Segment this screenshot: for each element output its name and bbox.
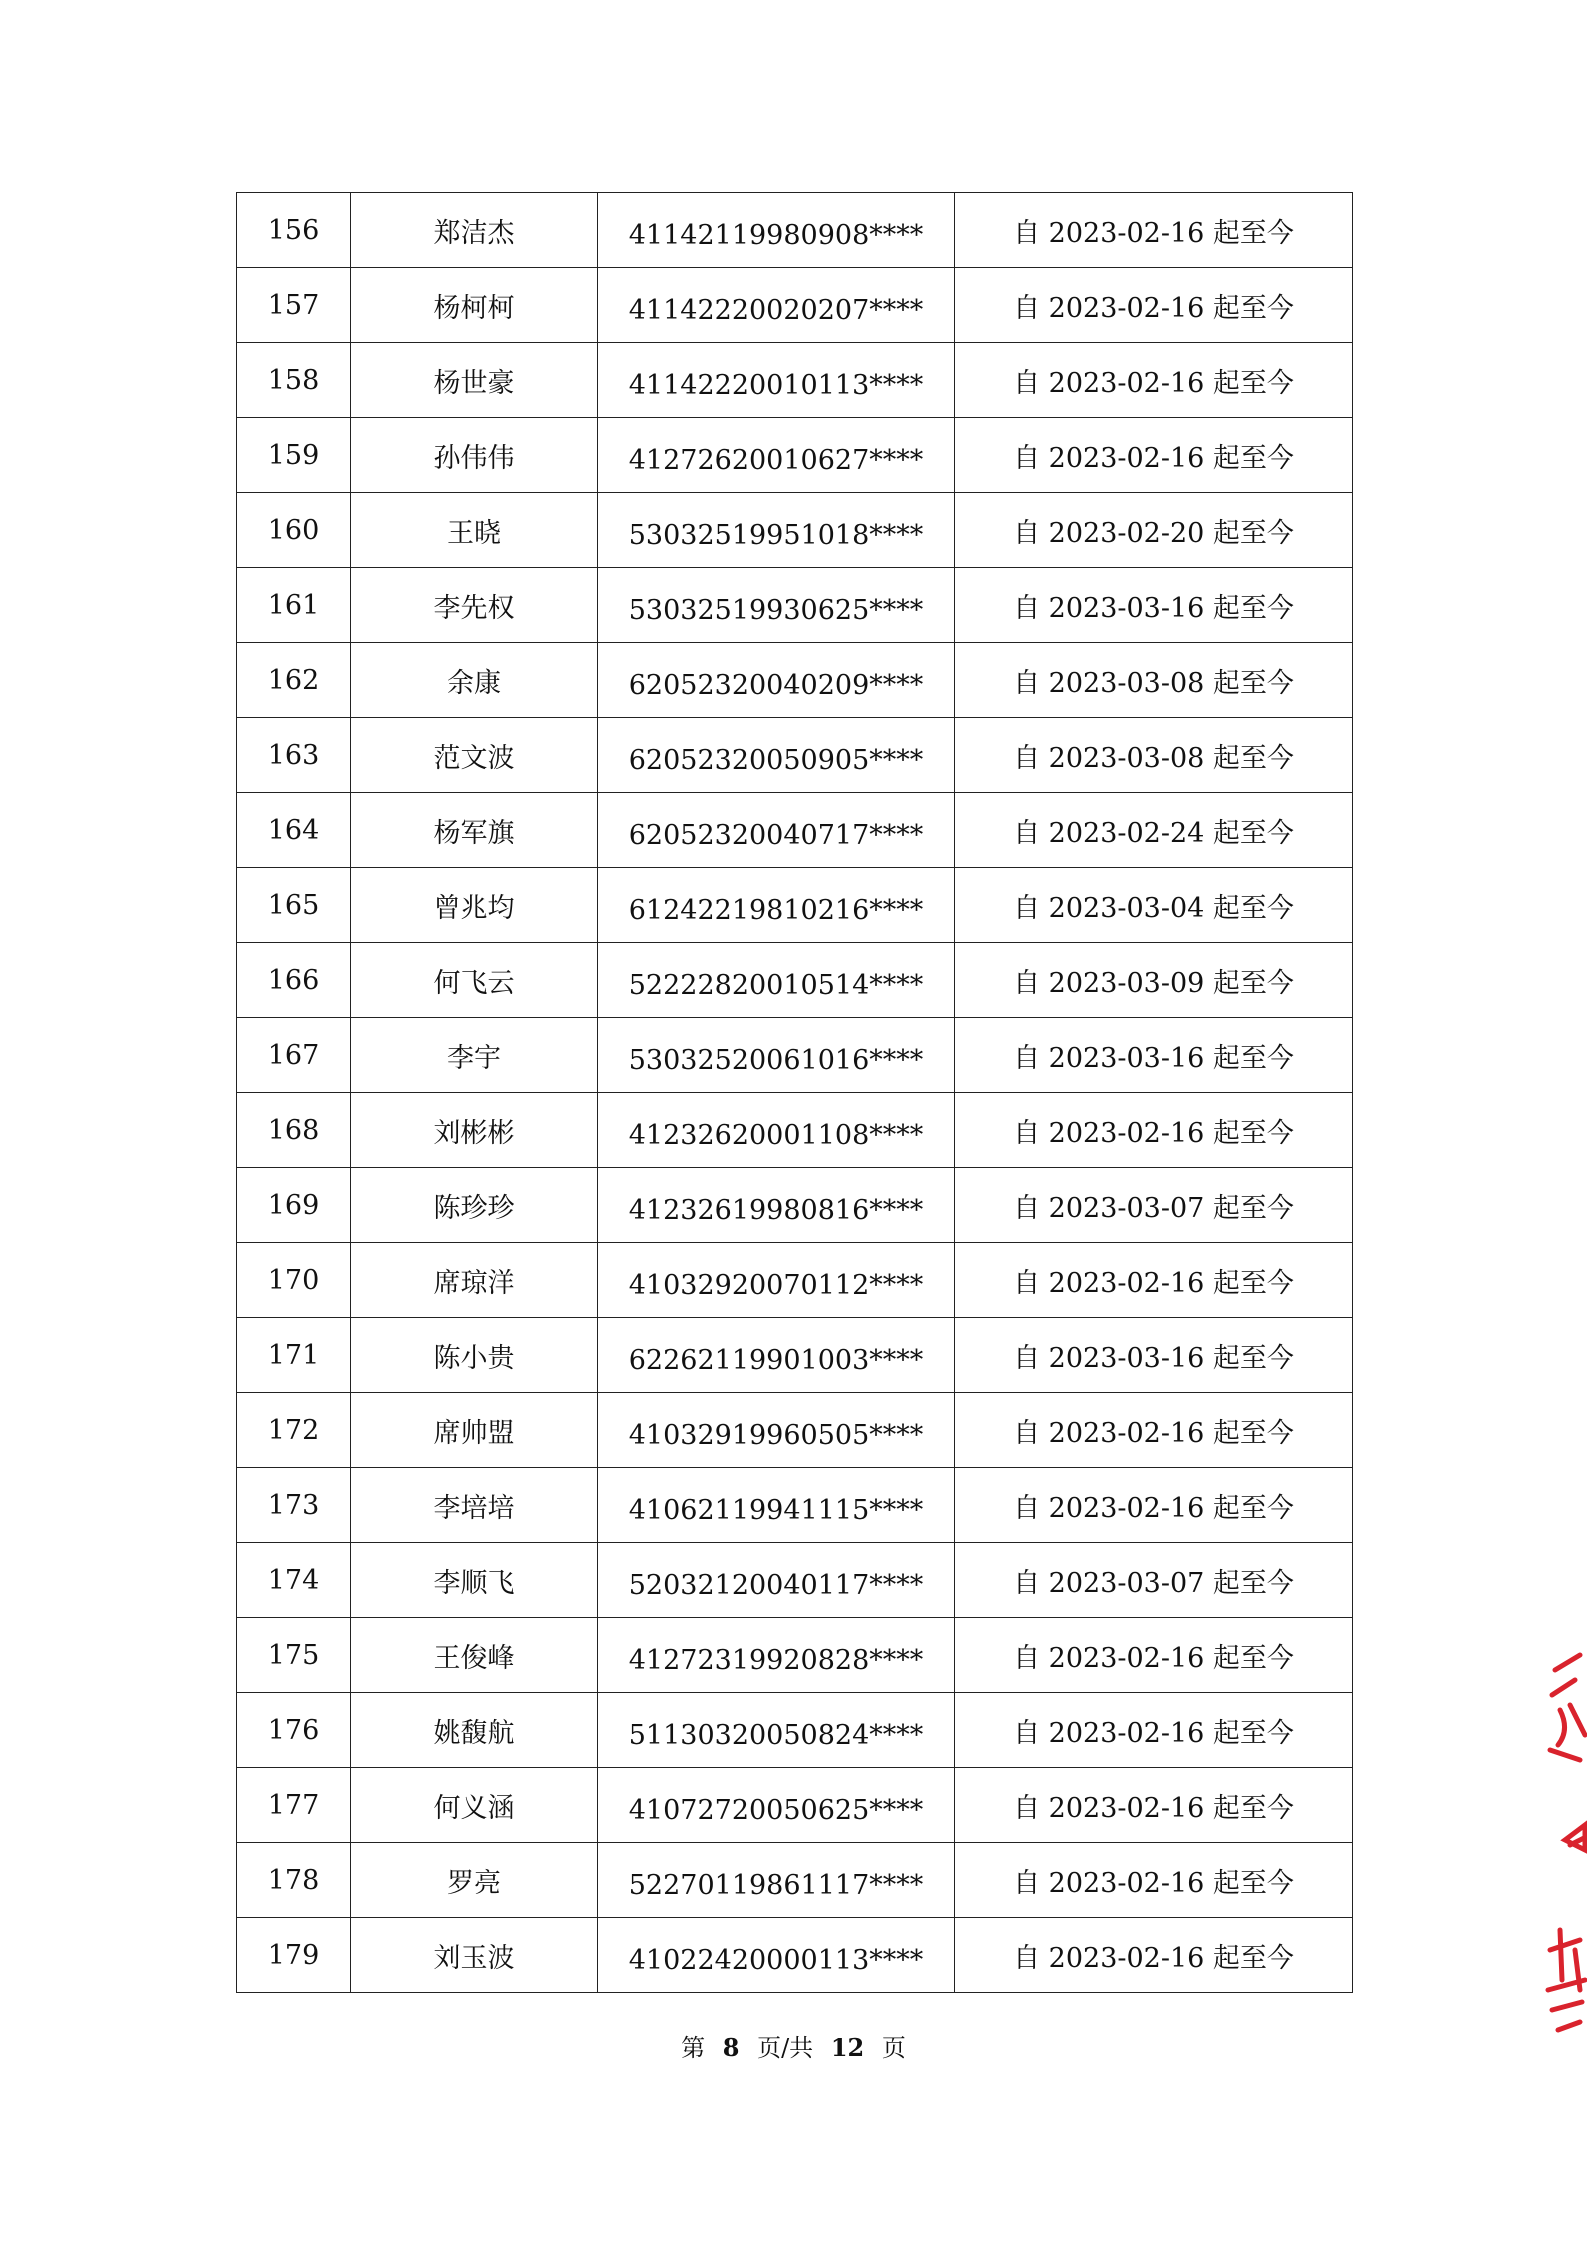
row-number-cell: 176	[237, 1693, 351, 1768]
id-number-cell: 41142119980908****	[598, 193, 955, 268]
row-number-cell: 172	[237, 1393, 351, 1468]
period-cell: 自 2023-02-16 起至今	[955, 1693, 1353, 1768]
id-number-cell: 41062119941115****	[598, 1468, 955, 1543]
name-cell: 刘彬彬	[351, 1093, 598, 1168]
name-cell: 王俊峰	[351, 1618, 598, 1693]
name-cell: 王晓	[351, 493, 598, 568]
period-cell: 自 2023-03-08 起至今	[955, 718, 1353, 793]
page-footer	[0, 2028, 1587, 2063]
row-number-cell: 173	[237, 1468, 351, 1543]
name-cell: 郑洁杰	[351, 193, 598, 268]
row-number-cell: 165	[237, 868, 351, 943]
table-row	[237, 1168, 1353, 1243]
period-cell: 自 2023-02-16 起至今	[955, 418, 1353, 493]
table-row	[237, 493, 1353, 568]
name-cell: 孙伟伟	[351, 418, 598, 493]
period-cell: 自 2023-03-07 起至今	[955, 1168, 1353, 1243]
name-cell: 杨世豪	[351, 343, 598, 418]
table-row	[237, 193, 1353, 268]
name-cell: 何飞云	[351, 943, 598, 1018]
id-number-cell: 52222820010514****	[598, 943, 955, 1018]
table-row	[237, 943, 1353, 1018]
table-row	[237, 1543, 1353, 1618]
period-cell: 自 2023-03-16 起至今	[955, 1318, 1353, 1393]
footer-prefix: 第	[681, 2034, 706, 2062]
row-number-cell: 167	[237, 1018, 351, 1093]
table-row	[237, 1618, 1353, 1693]
row-number-cell: 175	[237, 1618, 351, 1693]
period-cell: 自 2023-02-16 起至今	[955, 1468, 1353, 1543]
period-cell: 自 2023-02-16 起至今	[955, 1393, 1353, 1468]
period-cell: 自 2023-02-16 起至今	[955, 1768, 1353, 1843]
period-cell: 自 2023-02-20 起至今	[955, 493, 1353, 568]
name-cell: 陈珍珍	[351, 1168, 598, 1243]
id-number-cell: 41032919960505****	[598, 1393, 955, 1468]
table-row	[237, 1693, 1353, 1768]
name-cell: 席琼洋	[351, 1243, 598, 1318]
period-cell: 自 2023-03-16 起至今	[955, 1018, 1353, 1093]
id-number-cell: 62052320040717****	[598, 793, 955, 868]
id-number-cell: 41232619980816****	[598, 1168, 955, 1243]
table-row	[237, 1768, 1353, 1843]
id-number-cell: 61242219810216****	[598, 868, 955, 943]
period-cell: 自 2023-02-16 起至今	[955, 343, 1353, 418]
id-number-cell: 41272319920828****	[598, 1618, 955, 1693]
id-number-cell: 41032920070112****	[598, 1243, 955, 1318]
table-row	[237, 418, 1353, 493]
row-number-cell: 160	[237, 493, 351, 568]
id-number-cell: 41022420000113****	[598, 1918, 955, 1993]
row-number-cell: 177	[237, 1768, 351, 1843]
table-row	[237, 793, 1353, 868]
id-number-cell: 62052320040209****	[598, 643, 955, 718]
period-cell: 自 2023-03-09 起至今	[955, 943, 1353, 1018]
total-pages-number: 12	[830, 2033, 865, 2062]
row-number-cell: 156	[237, 193, 351, 268]
red-seal-stamp-fragment	[1540, 1650, 1587, 2050]
row-number-cell: 166	[237, 943, 351, 1018]
row-number-cell: 178	[237, 1843, 351, 1918]
name-cell: 范文波	[351, 718, 598, 793]
id-number-cell: 41272620010627****	[598, 418, 955, 493]
table-row	[237, 268, 1353, 343]
id-number-cell: 52032120040117****	[598, 1543, 955, 1618]
id-number-cell: 52270119861117****	[598, 1843, 955, 1918]
period-cell: 自 2023-02-16 起至今	[955, 193, 1353, 268]
row-number-cell: 168	[237, 1093, 351, 1168]
row-number-cell: 158	[237, 343, 351, 418]
table-row	[237, 1243, 1353, 1318]
name-cell: 杨军旗	[351, 793, 598, 868]
id-number-cell: 62262119901003****	[598, 1318, 955, 1393]
roster-table-body	[237, 193, 1353, 1993]
name-cell: 何义涵	[351, 1768, 598, 1843]
period-cell: 自 2023-03-04 起至今	[955, 868, 1353, 943]
name-cell: 姚馥航	[351, 1693, 598, 1768]
name-cell: 刘玉波	[351, 1918, 598, 1993]
table-row	[237, 868, 1353, 943]
table-row	[237, 718, 1353, 793]
row-number-cell: 179	[237, 1918, 351, 1993]
row-number-cell: 162	[237, 643, 351, 718]
period-cell: 自 2023-03-16 起至今	[955, 568, 1353, 643]
name-cell: 罗亮	[351, 1843, 598, 1918]
row-number-cell: 170	[237, 1243, 351, 1318]
table-row	[237, 343, 1353, 418]
name-cell: 席帅盟	[351, 1393, 598, 1468]
row-number-cell: 174	[237, 1543, 351, 1618]
period-cell: 自 2023-02-16 起至今	[955, 1243, 1353, 1318]
id-number-cell: 53032519930625****	[598, 568, 955, 643]
row-number-cell: 159	[237, 418, 351, 493]
table-row	[237, 1093, 1353, 1168]
name-cell: 李培培	[351, 1468, 598, 1543]
id-number-cell: 62052320050905****	[598, 718, 955, 793]
period-cell: 自 2023-02-16 起至今	[955, 1843, 1353, 1918]
name-cell: 曾兆均	[351, 868, 598, 943]
id-number-cell: 51130320050824****	[598, 1693, 955, 1768]
row-number-cell: 169	[237, 1168, 351, 1243]
footer-suffix: 页	[881, 2034, 906, 2062]
table-row	[237, 568, 1353, 643]
id-number-cell: 53032520061016****	[598, 1018, 955, 1093]
name-cell: 陈小贵	[351, 1318, 598, 1393]
period-cell: 自 2023-03-07 起至今	[955, 1543, 1353, 1618]
name-cell: 李顺飞	[351, 1543, 598, 1618]
row-number-cell: 161	[237, 568, 351, 643]
period-cell: 自 2023-02-16 起至今	[955, 1618, 1353, 1693]
table-row	[237, 643, 1353, 718]
row-number-cell: 171	[237, 1318, 351, 1393]
period-cell: 自 2023-03-08 起至今	[955, 643, 1353, 718]
roster-table	[236, 192, 1353, 1993]
table-row	[237, 1468, 1353, 1543]
id-number-cell: 41072720050625****	[598, 1768, 955, 1843]
id-number-cell: 41142220020207****	[598, 268, 955, 343]
name-cell: 杨柯柯	[351, 268, 598, 343]
name-cell: 余康	[351, 643, 598, 718]
row-number-cell: 164	[237, 793, 351, 868]
table-row	[237, 1318, 1353, 1393]
id-number-cell: 41142220010113****	[598, 343, 955, 418]
footer-middle: 页/共	[757, 2034, 814, 2062]
row-number-cell: 163	[237, 718, 351, 793]
period-cell: 自 2023-02-16 起至今	[955, 1918, 1353, 1993]
period-cell: 自 2023-02-24 起至今	[955, 793, 1353, 868]
id-number-cell: 53032519951018****	[598, 493, 955, 568]
table-row	[237, 1918, 1353, 1993]
seal-stamp-icon	[1540, 1650, 1587, 2050]
table-row	[237, 1843, 1353, 1918]
period-cell: 自 2023-02-16 起至今	[955, 1093, 1353, 1168]
row-number-cell: 157	[237, 268, 351, 343]
table-row	[237, 1018, 1353, 1093]
table-row	[237, 1393, 1353, 1468]
name-cell: 李宇	[351, 1018, 598, 1093]
current-page-number: 8	[722, 2033, 740, 2062]
name-cell: 李先权	[351, 568, 598, 643]
id-number-cell: 41232620001108****	[598, 1093, 955, 1168]
period-cell: 自 2023-02-16 起至今	[955, 268, 1353, 343]
